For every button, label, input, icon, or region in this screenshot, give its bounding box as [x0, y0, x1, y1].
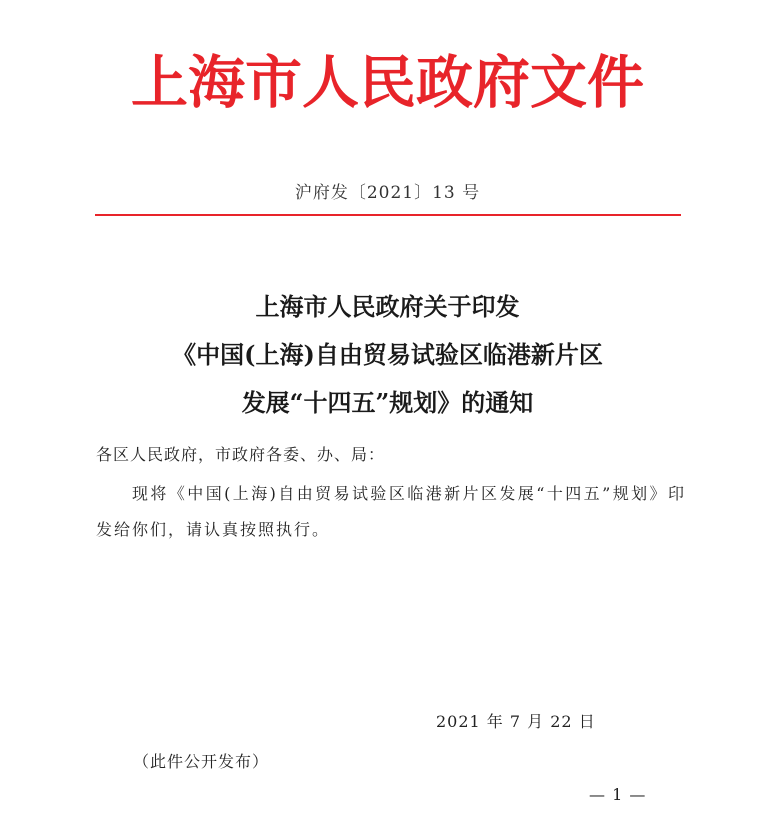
document-header-title: 上海市人民政府文件 [131, 49, 644, 116]
issue-date: 2021 年 7 月 22 日 [436, 712, 596, 731]
notice-title-line-2: 《中国(上海)自由贸易试验区临港新片区 [172, 340, 603, 369]
red-divider-line [95, 214, 681, 216]
notice-title [0, 283, 775, 427]
body-paragraph: 现将《中国(上海)自由贸易试验区临港新片区发展“十四五”规划》印发给你们，请认真按照执行。 [96, 484, 686, 539]
disclosure-note: （此件公开发布） [133, 752, 270, 771]
document-number: 沪府发〔2021〕13 号 [294, 183, 481, 203]
notice-title-line-1: 上海市人民政府关于印发 [255, 292, 520, 321]
page-number: — 1 — [589, 785, 647, 804]
notice-title-line-3: 发展“十四五”规划》的通知 [241, 388, 534, 417]
addressee: 各区人民政府，市政府各委、办、局： [96, 445, 386, 464]
